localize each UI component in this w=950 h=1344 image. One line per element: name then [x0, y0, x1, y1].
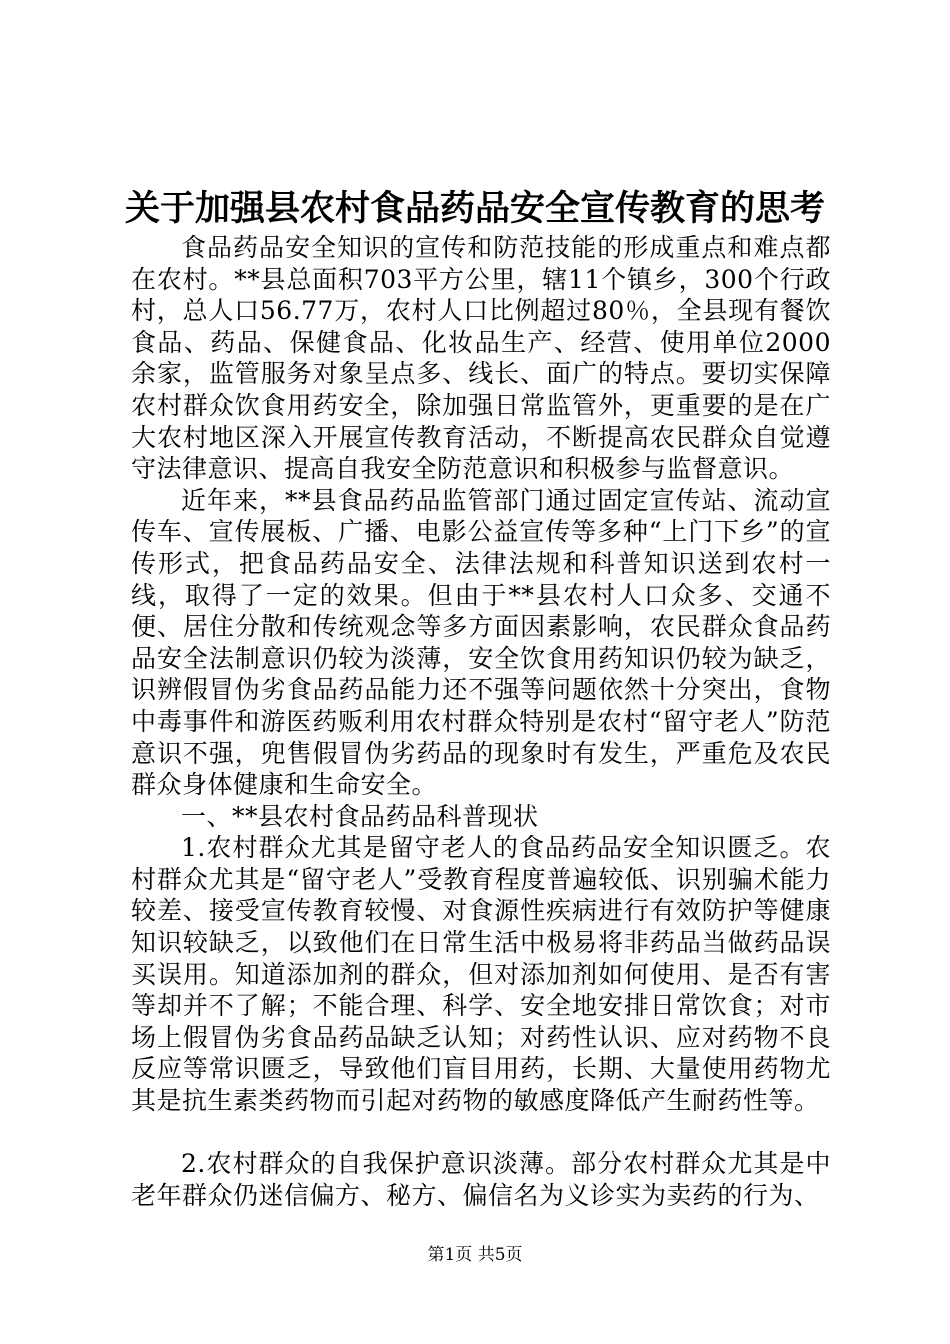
document-title: 关于加强县农村食品药品安全宣传教育的思考 — [124, 188, 825, 229]
paragraph-item-1: 1.农村群众尤其是留守老人的食品药品安全知识匮乏。农村群众尤其是“留守老人”受教育程度普遍较低、识别骗术能力较差、接受宣传教育较慢、对食源性疾病进行有效防护等健康知识较缺乏，以致他们在日常生活中极易将非药品当做药品误买误用。知道添加剂的群众，但对添加剂如何使用、是否有害等却并不了解；不能合理、科学、安全地安排日常饮食；对市场上假冒伪劣食品药品缺乏认知；对药性认识、应对药物不良反应等常识匮乏，导致他们盲目用药，长期、大量使用药物尤其是抗生素类药物而引起对药物的敏感度降低产生耐药性等。 — [131, 833, 831, 1116]
paragraph-intro: 食品药品安全知识的宣传和防范技能的形成重点和难点都在农村。**县总面积703平方公里，辖11个镇乡，300个行政村，总人口56.77万，农村人口比例超过80％，全县现有餐饮食品、药品、保健食品、化妆品生产、经营、使用单位2000余家，监管服务对象呈点多、线长、面广的特点。要切实保障农村群众饮食用药安全，除加强日常监管外，更重要的是在广大农村地区深入开展宣传教育活动，不断提高农民群众自觉遵守法律意识、提高自我安全防范意识和积极参与监督意识。 — [131, 233, 831, 484]
document-body — [131, 232, 831, 1211]
section-heading-1: 一、**县农村食品药品科普现状 — [181, 801, 539, 831]
paragraph-recent-years: 近年来，**县食品药品监管部门通过固定宣传站、流动宣传车、宣传展板、广播、电影公益宣传等多种“上门下乡”的宣传形式，把食品药品安全、法律法规和科普知识送到农村一线，取得了一定的效果。但由于**县农村人口众多、交通不便、居住分散和传统观念等多方面因素影响，农民群众食品药品安全法制意识仍较为淡薄，安全饮食用药知识仍较为缺乏，识辨假冒伪劣食品药品能力还不强等问题依然十分突出，食物中毒事件和游医药贩利用农村群众特别是农村“留守老人”防范意识不强，兜售假冒伪劣药品的现象时有发生，严重危及农民群众身体健康和生命安全。 — [131, 485, 831, 800]
paragraph-item-2: 2.农村群众的自我保护意识淡薄。部分农村群众尤其是中老年群众仍迷信偏方、秘方、偏信名为义诊实为卖药的行为、 — [131, 1149, 831, 1210]
page-footer: 第1页 共5页 — [427, 1245, 523, 1265]
